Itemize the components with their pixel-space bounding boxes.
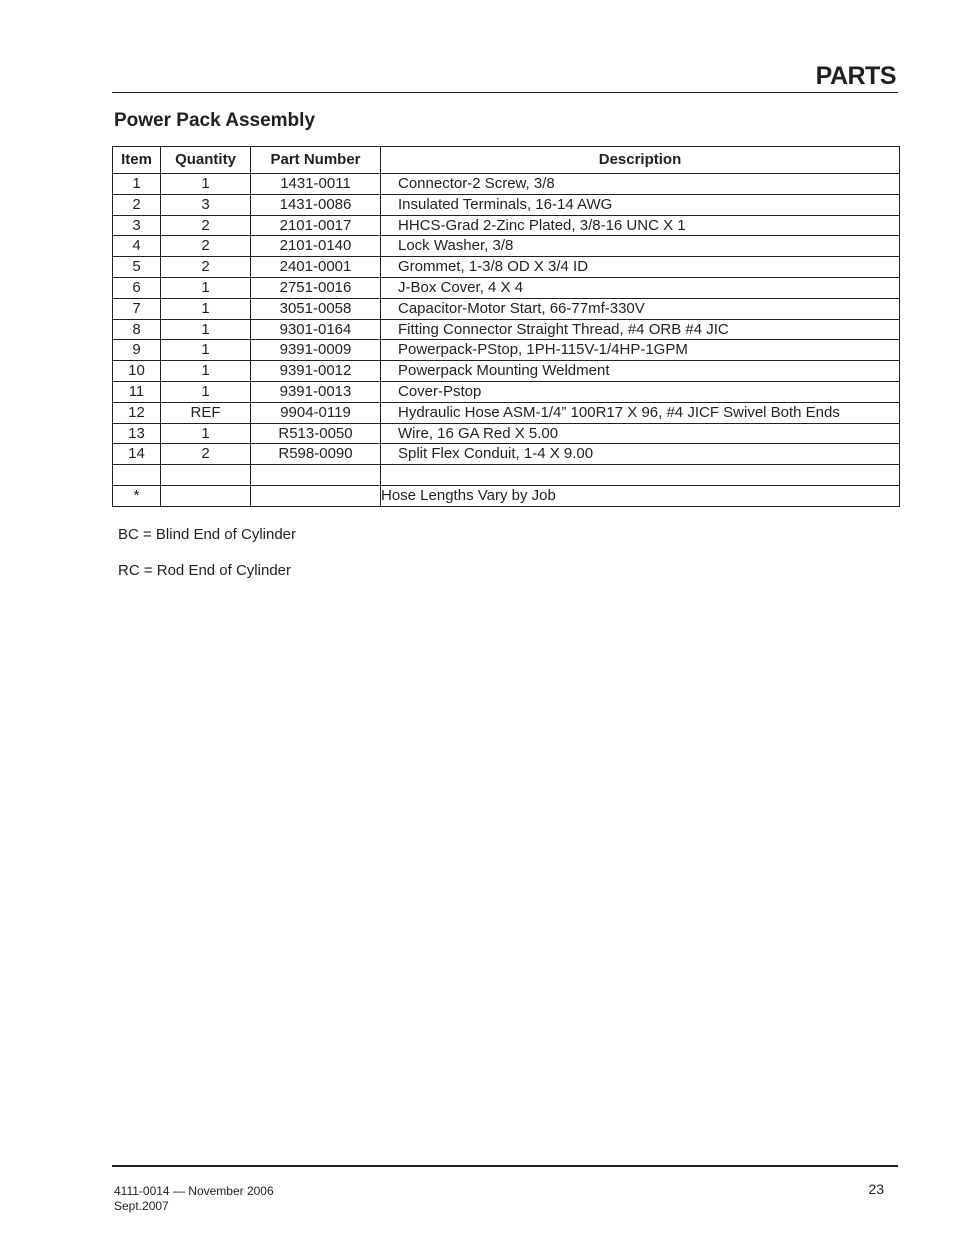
quantity-cell: 1 bbox=[161, 174, 251, 195]
page-header-title: PARTS bbox=[815, 62, 896, 90]
description-cell: Grommet, 1-3/8 OD X 3/4 ID bbox=[381, 257, 900, 278]
item-cell: 11 bbox=[113, 381, 161, 402]
footnote-rc: RC = Rod End of Cylinder bbox=[118, 562, 291, 579]
part-number-cell: 9904-0119 bbox=[251, 402, 381, 423]
description-cell: Connector-2 Screw, 3/8 bbox=[381, 174, 900, 195]
item-cell: 14 bbox=[113, 444, 161, 465]
table-row bbox=[113, 194, 900, 215]
table-row bbox=[113, 444, 900, 465]
note-marker-cell: * bbox=[113, 485, 161, 506]
table-row bbox=[113, 319, 900, 340]
quantity-cell: 1 bbox=[161, 340, 251, 361]
description-cell: Cover-Pstop bbox=[381, 381, 900, 402]
table-row bbox=[113, 174, 900, 195]
table-row bbox=[113, 340, 900, 361]
description-cell: Hydraulic Hose ASM-1/4” 100R17 X 96, #4 JICF Swivel Both Ends bbox=[381, 402, 900, 423]
quantity-cell: 1 bbox=[161, 361, 251, 382]
table-row bbox=[113, 257, 900, 278]
empty-cell bbox=[381, 465, 900, 486]
item-cell: 5 bbox=[113, 257, 161, 278]
description-cell: J-Box Cover, 4 X 4 bbox=[381, 277, 900, 298]
description-cell: HHCS-Grad 2-Zinc Plated, 3/8-16 UNC X 1 bbox=[381, 215, 900, 236]
item-cell: 9 bbox=[113, 340, 161, 361]
column-header-item: Item bbox=[113, 147, 161, 174]
table-row bbox=[113, 402, 900, 423]
description-cell: Lock Washer, 3/8 bbox=[381, 236, 900, 257]
part-number-cell: 9391-0012 bbox=[251, 361, 381, 382]
part-number-cell: 3051-0058 bbox=[251, 298, 381, 319]
empty-cell bbox=[161, 465, 251, 486]
part-number-cell: 2401-0001 bbox=[251, 257, 381, 278]
item-cell: 2 bbox=[113, 194, 161, 215]
table-row bbox=[113, 236, 900, 257]
note-description-cell: Hose Lengths Vary by Job bbox=[381, 485, 900, 506]
item-cell: 4 bbox=[113, 236, 161, 257]
quantity-cell: 3 bbox=[161, 194, 251, 215]
description-cell: Fitting Connector Straight Thread, #4 ORB #4 JIC bbox=[381, 319, 900, 340]
footer-doc-number: 4111-0014 — November 2006 bbox=[114, 1184, 274, 1198]
part-number-cell: 2101-0017 bbox=[251, 215, 381, 236]
page-number: 23 bbox=[868, 1181, 884, 1197]
quantity-cell: 1 bbox=[161, 381, 251, 402]
part-number-cell: 9391-0009 bbox=[251, 340, 381, 361]
quantity-cell: 2 bbox=[161, 215, 251, 236]
description-cell: Powerpack Mounting Weldment bbox=[381, 361, 900, 382]
quantity-cell: 1 bbox=[161, 319, 251, 340]
table-row bbox=[113, 277, 900, 298]
table-row bbox=[113, 423, 900, 444]
part-number-cell: 9301-0164 bbox=[251, 319, 381, 340]
column-header-part-number: Part Number bbox=[251, 147, 381, 174]
part-number-cell: 2101-0140 bbox=[251, 236, 381, 257]
section-title: Power Pack Assembly bbox=[114, 110, 316, 131]
quantity-cell: 2 bbox=[161, 444, 251, 465]
item-cell: 13 bbox=[113, 423, 161, 444]
footnote-bc: BC = Blind End of Cylinder bbox=[118, 526, 297, 543]
empty-cell bbox=[161, 485, 251, 506]
part-number-cell: 2751-0016 bbox=[251, 277, 381, 298]
quantity-cell: 1 bbox=[161, 423, 251, 444]
item-cell: 6 bbox=[113, 277, 161, 298]
part-number-cell: R598-0090 bbox=[251, 444, 381, 465]
item-cell: 3 bbox=[113, 215, 161, 236]
quantity-cell: 2 bbox=[161, 236, 251, 257]
description-cell: Insulated Terminals, 16-14 AWG bbox=[381, 194, 900, 215]
parts-table bbox=[112, 146, 900, 507]
column-header-quantity: Quantity bbox=[161, 147, 251, 174]
item-cell: 7 bbox=[113, 298, 161, 319]
part-number-cell: 1431-0011 bbox=[251, 174, 381, 195]
header-divider bbox=[112, 92, 898, 93]
table-row bbox=[113, 381, 900, 402]
part-number-cell: R513-0050 bbox=[251, 423, 381, 444]
footer-divider bbox=[112, 1165, 898, 1167]
item-cell: 12 bbox=[113, 402, 161, 423]
table-row bbox=[113, 361, 900, 382]
part-number-cell: 9391-0013 bbox=[251, 381, 381, 402]
part-number-cell: 1431-0086 bbox=[251, 194, 381, 215]
item-cell: 8 bbox=[113, 319, 161, 340]
item-cell: 10 bbox=[113, 361, 161, 382]
quantity-cell: 1 bbox=[161, 298, 251, 319]
table-row bbox=[113, 215, 900, 236]
empty-cell bbox=[251, 485, 381, 506]
quantity-cell: 1 bbox=[161, 277, 251, 298]
quantity-cell: 2 bbox=[161, 257, 251, 278]
description-cell: Powerpack-PStop, 1PH-115V-1/4HP-1GPM bbox=[381, 340, 900, 361]
footer-revision: Sept.2007 bbox=[114, 1199, 169, 1213]
table-row-empty bbox=[113, 465, 900, 486]
empty-cell bbox=[113, 465, 161, 486]
description-cell: Wire, 16 GA Red X 5.00 bbox=[381, 423, 900, 444]
table-row-note bbox=[113, 485, 900, 506]
column-header-description: Description bbox=[381, 147, 900, 174]
quantity-cell: REF bbox=[161, 402, 251, 423]
table-header-row bbox=[113, 147, 900, 174]
empty-cell bbox=[251, 465, 381, 486]
description-cell: Capacitor-Motor Start, 66-77mf-330V bbox=[381, 298, 900, 319]
table-row bbox=[113, 298, 900, 319]
footer-doc-info bbox=[114, 1184, 274, 1214]
parts-table-body bbox=[113, 174, 900, 507]
description-cell: Split Flex Conduit, 1-4 X 9.00 bbox=[381, 444, 900, 465]
item-cell: 1 bbox=[113, 174, 161, 195]
